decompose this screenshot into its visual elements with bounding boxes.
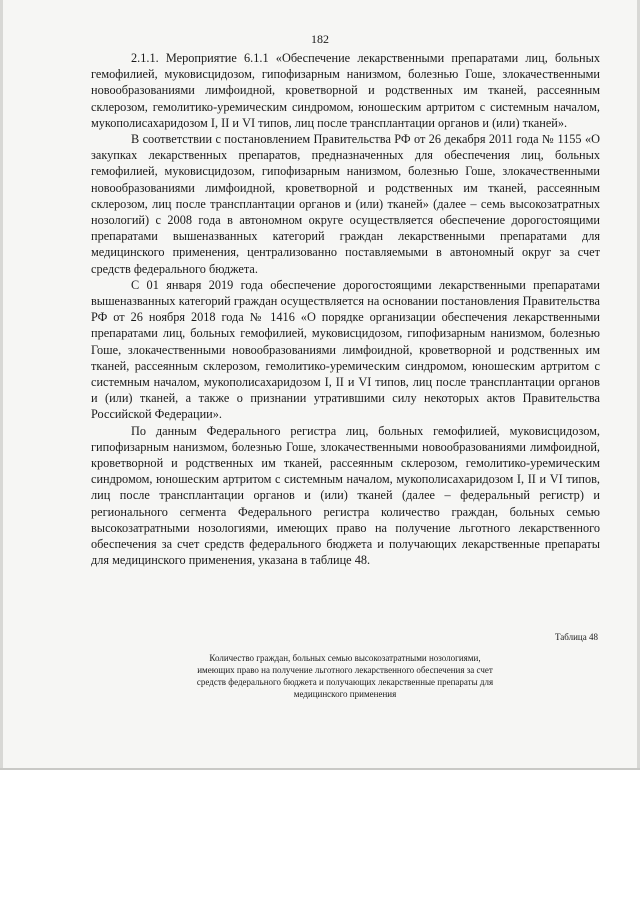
paragraph-resolution-1416: С 01 января 2019 года обеспечение дорогостоящими лекарственными препаратами вышеназванных категорий граждан осуществляется на основании постановления Правительства РФ от 26 ноября 2018 года № 1416 «О порядке организации обеспечения лекарственными препаратами лиц, больных гемофилией, муковисцидозом, гипофизарным нанизмом, болезнью Гоше, злокачественными новообразованиями лимфоидной, кроветворной и родственных им тканей, рассеянным склерозом, гемолитико-уремическим синдромом, юношеским артритом с системным началом, мукополисахаридозом I, II и VI типов, лиц после трансплантации органов и (или) тканей, а также о признании утратившими силу некоторых актов Правительства Российской Федерации». bbox=[91, 277, 600, 422]
page-number: 182 bbox=[311, 32, 329, 46]
scan-edge-left bbox=[0, 0, 3, 768]
paragraph-measure-title: 2.1.1. Мероприятие 6.1.1 «Обеспечение лекарственными препаратами лиц, больных гемофилией, муковисцидозом, гипофизарным нанизмом, болезнью Гоше, злокачественными новообразованиями лимфоидной, кроветворной и родственных им тканей, рассеянным склерозом, гемолитико-уремическим синдромом, юношеским артритом с системным началом, мукополисахаридозом I, II и VI типов, лиц после трансплантации органов и (или) тканей». bbox=[91, 51, 600, 130]
table-caption: Количество граждан, больных семью высокозатратными нозологиями, имеющих право на получение льготного лекарственного обеспечения за счет средств федерального бюджета и получающих лекарственные препараты для медицинского применения bbox=[196, 653, 494, 699]
paragraph-resolution-1155: В соответствии с постановлением Правительства РФ от 26 декабря 2011 года № 1155 «О закупках лекарственных препаратов, предназначенных для обеспечения лиц, больных гемофилией, муковисцидозом, гипофизарным нанизмом, болезнью Гоше, злокачественными новообразованиями лимфоидной, кроветворной и родственных им тканей, рассеянным склерозом, лиц после трансплантации органов и (или) тканей» (далее – семь высокозатратных нозологий) с 2008 года в автономном округе осуществляется обеспечение дорогостоящими препаратами вышеназванных категорий граждан лекарственными препаратами для медицинского применения, централизованно поставляемыми в автономный округ за счет средств федерального бюджета. bbox=[91, 132, 600, 276]
body-text bbox=[91, 50, 600, 569]
blank-area bbox=[0, 770, 640, 905]
table-label: Таблица 48 bbox=[555, 632, 598, 642]
paragraph-federal-register: По данным Федерального регистра лиц, больных гемофилией, муковисцидозом, гипофизарным нанизмом, болезнью Гоше, злокачественными новообразованиями лимфоидной, кроветворной и родственных им тканей, рассеянным склерозом, гемолитико-уремическим синдромом, юношеским артритом с системным началом, мукополисахаридозом I, II и VI типов, лиц после трансплантации органов и (или) тканей (далее – федеральный регистр) и регионального сегмента Федерального регистра количество граждан, больных семью высокозатратными нозологиями, имеющих право на получение льготного лекарственного обеспечения за счет средств федерального бюджета и получающих лекарственные препараты для медицинского применения, указана в таблице 48. bbox=[91, 423, 600, 568]
